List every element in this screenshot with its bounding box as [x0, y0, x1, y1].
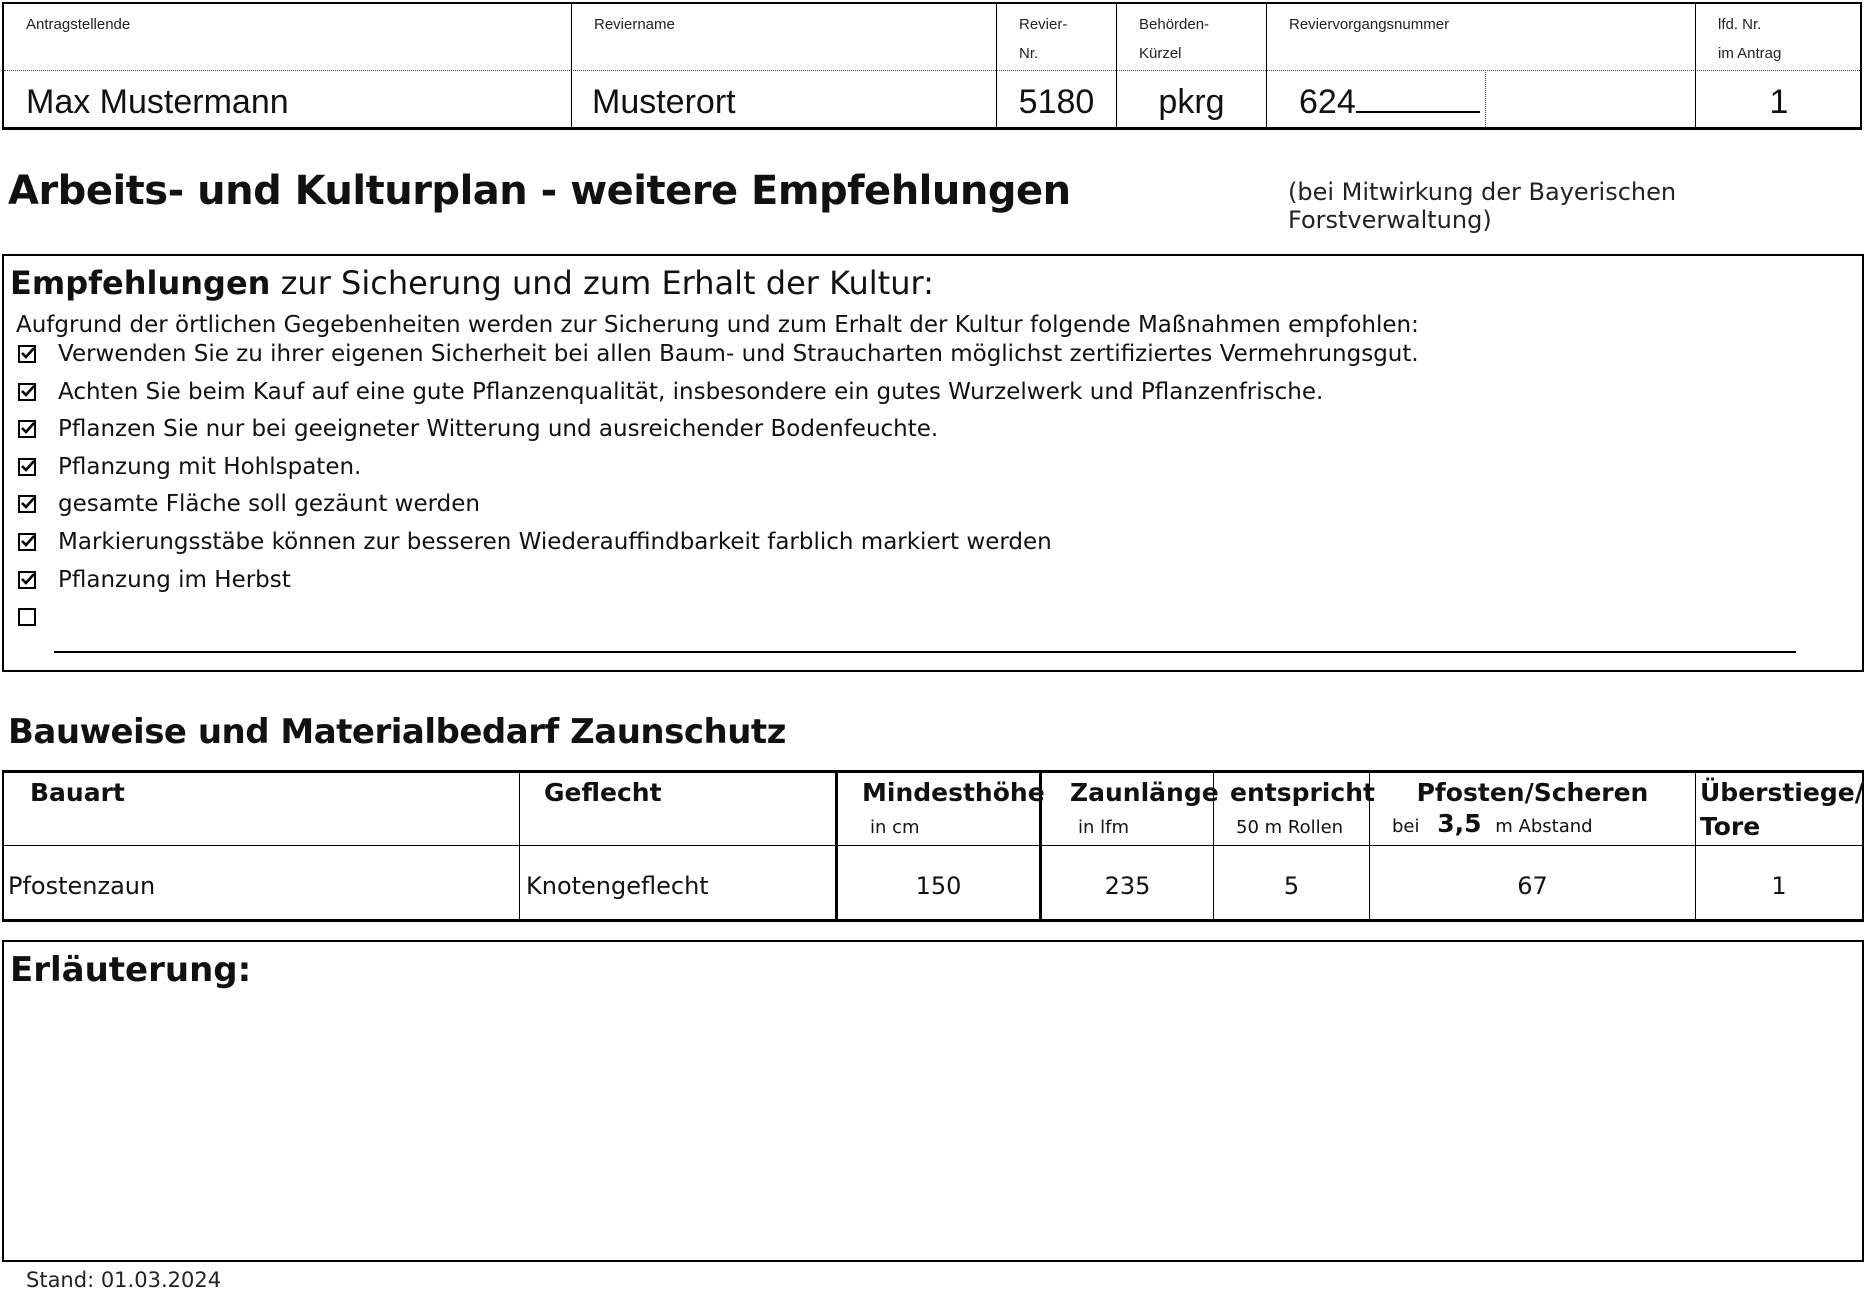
- field-behoerden-kuerzel[interactable]: pkrg: [1158, 83, 1225, 121]
- checkbox-checked[interactable]: [18, 458, 36, 476]
- label-reviername: Reviername: [594, 16, 675, 33]
- fence-header-bauart: Bauart: [30, 778, 125, 807]
- fence-header-ueberstiege-1: Überstiege/: [1700, 778, 1864, 807]
- checkbox-checked[interactable]: [18, 345, 36, 363]
- fence-col-geflecht: [520, 773, 838, 919]
- recommendations-intro: Aufgrund der örtlichen Gegebenheiten werden zur Sicherung und zum Erhalt der Kultur folgende Maßnahmen empfohlen:: [16, 312, 1419, 338]
- header-table: [2, 2, 1862, 130]
- header-col-behoerden-kuerzel: [1117, 4, 1267, 127]
- reviervorgangsnummer-divider: [1485, 72, 1486, 127]
- page-title: Arbeits- und Kulturplan - weitere Empfehlungen: [8, 168, 1071, 214]
- header-col-reviervorgangsnummer: [1267, 4, 1696, 127]
- fence-cell-bauart[interactable]: Pfostenzaun: [8, 872, 156, 900]
- label-revier-nr: Revier- Nr.: [1019, 16, 1068, 62]
- explanation-title: Erläuterung:: [10, 950, 252, 990]
- label-antragstellende: Antragstellende: [26, 16, 131, 33]
- field-revier-nr[interactable]: 5180: [1018, 83, 1095, 121]
- checkbox-checked[interactable]: [18, 495, 36, 513]
- recommendation-item: [18, 413, 938, 445]
- recommendation-item: [18, 526, 1052, 558]
- recommendations-box: [2, 254, 1864, 672]
- checkbox-checked[interactable]: [18, 383, 36, 401]
- reviervorgangsnummer-prefix: 624: [1299, 83, 1356, 121]
- pfosten-sub-suffix: m Abstand: [1495, 816, 1593, 837]
- fence-subheader-pfosten: [1392, 809, 1593, 838]
- header-col-lfd-nr: [1696, 4, 1862, 127]
- fence-table: [2, 770, 1864, 922]
- recommendation-item: [18, 601, 58, 633]
- recommendation-item: [18, 564, 291, 596]
- fence-cell-pfosten[interactable]: 67: [1517, 872, 1548, 900]
- fence-cell-zaunlaenge[interactable]: 235: [1104, 872, 1151, 900]
- fence-cell-geflecht[interactable]: Knotengeflecht: [526, 872, 709, 900]
- fence-header-pfosten: Pfosten/Scheren: [1416, 778, 1649, 807]
- fence-cell-ueberstiege[interactable]: 1: [1771, 872, 1787, 900]
- recommendation-text: Verwenden Sie zu ihrer eigenen Sicherheit bei allen Baum- und Straucharten möglichst zertifiziertes Vermehrungsgut.: [58, 341, 1419, 367]
- pfosten-sub-prefix: bei: [1392, 816, 1420, 837]
- checkbox-unchecked[interactable]: [18, 608, 36, 626]
- fence-cell-mindesthoehe[interactable]: 150: [915, 872, 962, 900]
- recommendation-text: Pflanzung im Herbst: [58, 567, 291, 593]
- custom-recommendation-line[interactable]: [54, 651, 1796, 653]
- recommendation-text: Pflanzen Sie nur bei geeigneter Witterung und ausreichender Bodenfeuchte.: [58, 416, 939, 442]
- fence-col-pfosten: [1370, 773, 1696, 919]
- checkbox-checked[interactable]: [18, 420, 36, 438]
- reviervorgangsnummer-blank-line: [1356, 81, 1480, 113]
- recommendations-heading-bold: Empfehlungen: [10, 264, 271, 302]
- recommendations-heading: [10, 264, 934, 302]
- recommendation-item: [18, 488, 480, 520]
- recommendation-text: Achten Sie beim Kauf auf eine gute Pflanzenqualität, insbesondere ein gutes Wurzelwerk und Pflanzenfrische.: [58, 379, 1324, 405]
- recommendations-heading-rest: zur Sicherung und zum Erhalt der Kultur:: [270, 264, 934, 302]
- fence-header-mindesthoehe: Mindesthöhe: [862, 778, 1045, 807]
- field-reviername[interactable]: Musterort: [592, 83, 736, 121]
- recommendation-text: Markierungsstäbe können zur besseren Wiederauffindbarkeit farblich markiert werden: [58, 529, 1052, 555]
- fence-section-title: Bauweise und Materialbedarf Zaunschutz: [8, 712, 786, 752]
- field-reviervorgangsnummer[interactable]: [1299, 80, 1695, 124]
- fence-col-bauart: [4, 773, 520, 919]
- recommendation-item: [18, 376, 1323, 408]
- fence-cell-entspricht[interactable]: 5: [1283, 872, 1300, 900]
- header-col-reviername: [572, 4, 997, 127]
- fence-subheader-mindesthoehe: in cm: [870, 817, 920, 838]
- fence-header-entspricht: entspricht: [1230, 778, 1375, 807]
- label-reviervorgangsnummer: Reviervorgangsnummer: [1289, 16, 1450, 33]
- fence-subheader-zaunlaenge: in lfm: [1078, 817, 1130, 838]
- recommendation-item: [18, 338, 1419, 370]
- label-behoerden-kuerzel: Behörden- Kürzel: [1139, 16, 1210, 62]
- checkbox-checked[interactable]: [18, 533, 36, 551]
- recommendation-item: [18, 451, 361, 483]
- header-col-antragstellende: [4, 4, 572, 127]
- field-antragstellende[interactable]: Max Mustermann: [26, 83, 289, 121]
- explanation-box[interactable]: [2, 940, 1864, 1262]
- recommendation-text: gesamte Fläche soll gezäunt werden: [58, 491, 480, 517]
- stand-date: Stand: 01.03.2024: [26, 1268, 222, 1292]
- fence-header-ueberstiege-2: Tore: [1700, 812, 1761, 841]
- fence-header-geflecht: Geflecht: [544, 778, 662, 807]
- pfosten-abstand-value[interactable]: 3,5: [1437, 809, 1482, 838]
- fence-col-ueberstiege: [1696, 773, 1862, 919]
- header-col-revier-nr: [997, 4, 1117, 127]
- fence-col-zaunlaenge: [1042, 773, 1219, 919]
- fence-col-mindesthoehe: [838, 773, 1045, 919]
- recommendation-text: Pflanzung mit Hohlspaten.: [58, 454, 362, 480]
- fence-subheader-entspricht: 50 m Rollen: [1236, 817, 1344, 838]
- checkbox-checked[interactable]: [18, 571, 36, 589]
- page-subtitle: (bei Mitwirkung der Bayerischen Forstverwaltung): [1288, 178, 1677, 234]
- fence-col-entspricht: [1214, 773, 1375, 919]
- label-lfd-nr: lfd. Nr. im Antrag: [1718, 16, 1782, 62]
- fence-header-zaunlaenge: Zaunlänge: [1070, 778, 1219, 807]
- field-lfd-nr[interactable]: 1: [1769, 83, 1789, 121]
